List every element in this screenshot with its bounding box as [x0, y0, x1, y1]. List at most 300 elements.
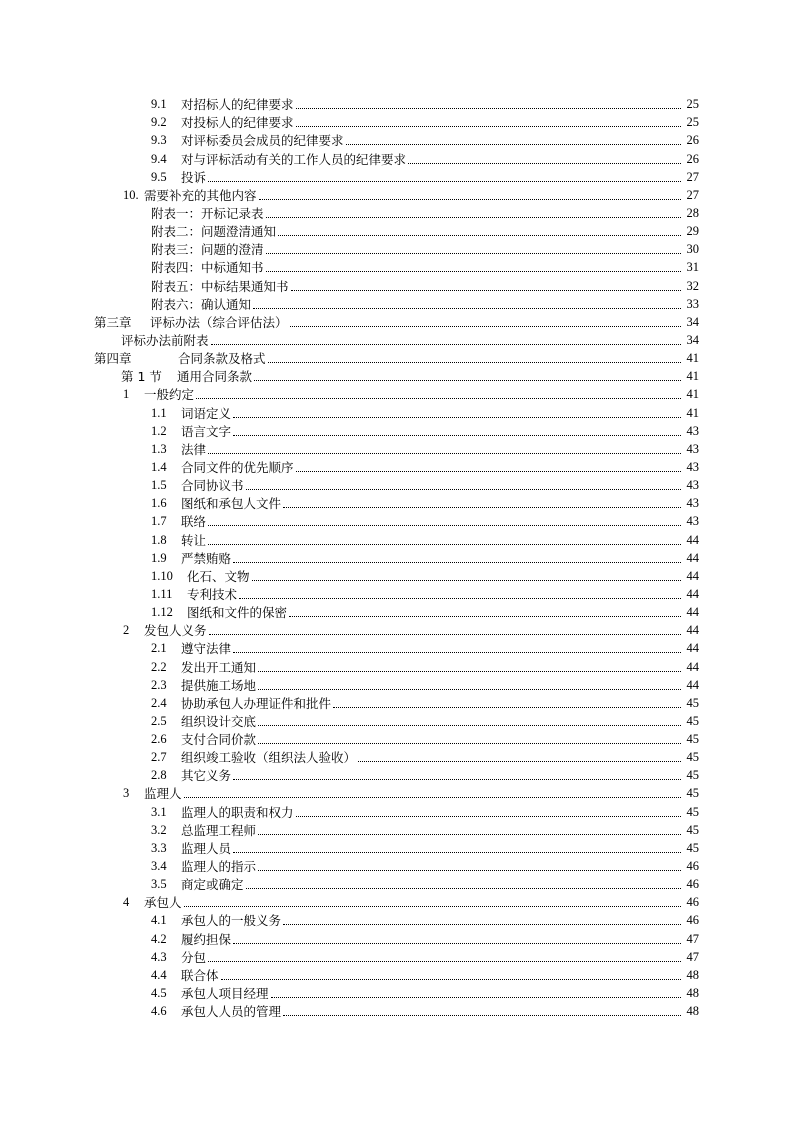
- toc-entry[interactable]: [0, 983, 794, 1001]
- toc-entry-title: 提供施工场地: [181, 677, 257, 693]
- toc-entry-page-number: 43: [686, 441, 699, 456]
- toc-entry[interactable]: [0, 656, 794, 674]
- toc-entry-label: [94, 351, 266, 366]
- toc-entry-number: 9.4: [151, 151, 167, 166]
- toc-entry-page-number: 44: [686, 623, 699, 638]
- toc-entry-number: 2.3: [151, 677, 167, 692]
- toc-entry-title: 承包人项目经理: [181, 986, 269, 1002]
- toc-entry-page-number: 44: [686, 550, 699, 565]
- toc-entry-label: [123, 623, 207, 638]
- toc-entry-page-number: 43: [686, 514, 699, 529]
- dot-leader: [258, 870, 681, 871]
- toc-entry-page-number: 44: [686, 677, 699, 692]
- toc-entry-label: [151, 1004, 281, 1019]
- toc-entry-title: 化石、文物: [187, 568, 250, 584]
- toc-entry-title: 附表一：开标记录表: [151, 205, 264, 221]
- toc-entry-label: [151, 170, 206, 185]
- toc-entry-title: 附表五：中标结果通知书: [151, 278, 289, 294]
- toc-entry-title: 评标办法前附表: [121, 332, 209, 348]
- toc-entry-page-number: 26: [686, 133, 699, 148]
- toc-entry-page-number: 45: [686, 695, 699, 710]
- toc-entry-title: 合同文件的优先顺序: [181, 459, 294, 475]
- toc-entry-label: [151, 968, 219, 983]
- toc-entry-label: [151, 732, 256, 747]
- dot-leader: [271, 997, 681, 998]
- toc-entry-label: [123, 786, 182, 801]
- toc-entry-page-number: 26: [686, 151, 699, 166]
- toc-entry-label: [151, 551, 231, 566]
- toc-entry-title: 附表六：确认通知: [151, 296, 252, 312]
- toc-entry-number: 1.8: [151, 532, 167, 547]
- toc-entry-number: 第三章: [94, 314, 132, 330]
- toc-entry-label: [151, 224, 276, 239]
- toc-entry[interactable]: [0, 148, 794, 166]
- dot-leader: [208, 181, 681, 182]
- toc-entry-title: 投诉: [181, 169, 207, 185]
- toc-entry-page-number: 33: [686, 296, 699, 311]
- toc-entry[interactable]: [0, 203, 794, 221]
- toc-entry-number: 3.4: [151, 859, 167, 874]
- toc-entry-title: 承包人人员的管理: [181, 1004, 282, 1020]
- toc-entry[interactable]: [0, 675, 794, 693]
- toc-entry-title: 遵守法律: [181, 641, 232, 657]
- dot-leader: [252, 580, 681, 581]
- toc-entry[interactable]: [0, 928, 794, 946]
- toc-entry-title: 图纸和文件的保密: [187, 605, 288, 621]
- toc-entry-label: [123, 188, 257, 203]
- toc-entry[interactable]: [0, 638, 794, 656]
- toc-entry-title: 发出开工通知: [181, 659, 257, 675]
- toc-entry-label: [123, 895, 182, 910]
- toc-entry[interactable]: [0, 729, 794, 747]
- toc-entry[interactable]: [0, 801, 794, 819]
- toc-entry[interactable]: [0, 747, 794, 765]
- toc-entry-page-number: 43: [686, 459, 699, 474]
- dot-leader: [233, 779, 681, 780]
- toc-entry-page-number: 44: [686, 568, 699, 583]
- dot-leader: [208, 453, 681, 454]
- toc-entry-title: 联络: [181, 514, 207, 530]
- toc-entry-title: 合同协议书: [181, 478, 244, 494]
- toc-entry-title: 法律: [181, 441, 207, 457]
- toc-entry-page-number: 45: [686, 768, 699, 783]
- dot-leader: [254, 380, 681, 381]
- toc-entry[interactable]: [0, 566, 794, 584]
- toc-entry-label: [151, 913, 281, 928]
- toc-entry-page-number: 28: [686, 205, 699, 220]
- toc-entry-number: 4.5: [151, 986, 167, 1001]
- dot-leader: [208, 961, 681, 962]
- toc-entry-page-number: 45: [686, 732, 699, 747]
- toc-entry-label: [151, 460, 294, 475]
- dot-leader: [246, 888, 681, 889]
- toc-entry-page-number: 44: [686, 586, 699, 601]
- toc-entry-number: 9.5: [151, 169, 167, 184]
- toc-entry-label: [151, 986, 269, 1001]
- dot-leader: [184, 797, 681, 798]
- toc-entry[interactable]: [0, 584, 794, 602]
- dot-leader: [268, 362, 681, 363]
- toc-entry-number: 4.4: [151, 967, 167, 982]
- toc-entry-page-number: 41: [686, 387, 699, 402]
- dot-leader: [184, 906, 681, 907]
- toc-entry-title: 专利技术: [187, 586, 238, 602]
- toc-entry-number: 1.4: [151, 459, 167, 474]
- toc-entry-title: 协助承包人办理证件和批件: [181, 695, 332, 711]
- toc-entry-number: 2.6: [151, 732, 167, 747]
- toc-entry[interactable]: [0, 711, 794, 729]
- toc-entry-title: 对招标人的纪律要求: [181, 97, 294, 113]
- toc-entry[interactable]: [0, 439, 794, 457]
- toc-entry-label: [151, 569, 250, 584]
- toc-entry-label: [151, 805, 294, 820]
- toc-entry-label: [151, 97, 294, 112]
- toc-entry-page-number: 48: [686, 1004, 699, 1019]
- toc-entry-title: 其它义务: [181, 768, 232, 784]
- dot-leader: [258, 689, 681, 690]
- toc-entry-title: 对与评标活动有关的工作人员的纪律要求: [181, 151, 407, 167]
- toc-entry-page-number: 48: [686, 986, 699, 1001]
- toc-entry[interactable]: [0, 402, 794, 420]
- toc-entry-title: 对评标委员会成员的纪律要求: [181, 133, 344, 149]
- toc-entry[interactable]: [0, 783, 794, 801]
- toc-entry[interactable]: [0, 475, 794, 493]
- toc-entry-title: 履约担保: [181, 931, 232, 947]
- toc-entry-page-number: 27: [686, 169, 699, 184]
- toc-entry-page-number: 27: [686, 187, 699, 202]
- toc-entry[interactable]: [0, 130, 794, 148]
- toc-entry-number: 9.2: [151, 115, 167, 130]
- dot-leader: [233, 652, 681, 653]
- toc-entry-number: 3.5: [151, 877, 167, 892]
- toc-entry[interactable]: [0, 620, 794, 638]
- toc-entry-label: [151, 641, 231, 656]
- toc-entry[interactable]: [0, 602, 794, 620]
- toc-entry-title: 分包: [181, 949, 207, 965]
- toc-entry-number: 1.10: [151, 568, 173, 583]
- dot-leader: [333, 707, 681, 708]
- toc-entry-number: 第四章: [94, 351, 132, 367]
- toc-entry[interactable]: [0, 312, 794, 330]
- toc-entry-number: 1.6: [151, 496, 167, 511]
- toc-entry[interactable]: [0, 457, 794, 475]
- toc-entry-page-number: 32: [686, 278, 699, 293]
- toc-entry-label: [94, 315, 288, 330]
- toc-entry[interactable]: [0, 185, 794, 203]
- dot-leader: [258, 743, 681, 744]
- toc-entry-title: 承包人: [144, 895, 182, 911]
- toc-entry-page-number: 25: [686, 97, 699, 112]
- dot-leader: [283, 1015, 681, 1016]
- toc-entry-label: [151, 297, 251, 312]
- toc-entry[interactable]: [0, 239, 794, 257]
- toc-entry-title: 图纸和承包人文件: [181, 496, 282, 512]
- toc-entry[interactable]: [0, 493, 794, 511]
- toc-entry-label: [151, 750, 356, 765]
- dot-leader: [296, 126, 681, 127]
- toc-entry-title: 总监理工程师: [181, 822, 257, 838]
- toc-entry-label: [151, 950, 206, 965]
- toc-entry-page-number: 41: [686, 351, 699, 366]
- toc-entry-label: [151, 605, 287, 620]
- toc-entry-number: 9.1: [151, 97, 167, 112]
- toc-entry[interactable]: [0, 856, 794, 874]
- toc-entry-label: [151, 714, 256, 729]
- dot-leader: [266, 217, 681, 218]
- dot-leader: [259, 199, 681, 200]
- toc-entry-page-number: 41: [686, 405, 699, 420]
- toc-entry-number: 2.4: [151, 695, 167, 710]
- toc-entry-page-number: 43: [686, 496, 699, 511]
- toc-entry-page-number: 45: [686, 750, 699, 765]
- toc-entry[interactable]: [0, 366, 794, 384]
- toc-entry-page-number: 43: [686, 478, 699, 493]
- toc-entry-number: 3.2: [151, 822, 167, 837]
- toc-entry-title: 商定或确定: [181, 877, 244, 893]
- toc-entry[interactable]: [0, 838, 794, 856]
- toc-entry[interactable]: [0, 167, 794, 185]
- toc-entry-label: [151, 696, 331, 711]
- toc-entry-page-number: 34: [686, 314, 699, 329]
- toc-entry-title: 监理人的职责和权力: [181, 804, 294, 820]
- toc-entry-page-number: 46: [686, 913, 699, 928]
- toc-entry-label: [151, 841, 231, 856]
- toc-entry[interactable]: [0, 548, 794, 566]
- toc-entry[interactable]: [0, 1001, 794, 1019]
- toc-entry[interactable]: [0, 892, 794, 910]
- toc-entry-label: [151, 478, 244, 493]
- toc-entry-label: [123, 387, 194, 402]
- toc-entry-title: 转让: [181, 532, 207, 548]
- dot-leader: [239, 598, 681, 599]
- toc-entry-label: [151, 260, 264, 275]
- dot-leader: [253, 308, 681, 309]
- toc-entry-label: [151, 279, 289, 294]
- toc-entry-label: [151, 442, 206, 457]
- toc-entry[interactable]: [0, 257, 794, 275]
- dot-leader: [278, 235, 681, 236]
- toc-entry-title: 通用合同条款: [177, 369, 253, 385]
- toc-entry-number: 10.: [123, 187, 139, 202]
- toc-entry-title: 评标办法（综合评估法）: [150, 314, 288, 330]
- toc-entry-label: [151, 932, 231, 947]
- toc-entry-number: 1.7: [151, 514, 167, 529]
- toc-entry-number: 4.6: [151, 1004, 167, 1019]
- toc-entry-page-number: 46: [686, 859, 699, 874]
- toc-entry-label: [151, 496, 281, 511]
- toc-entry[interactable]: [0, 910, 794, 928]
- toc-entry-page-number: 45: [686, 713, 699, 728]
- toc-entry-page-number: 30: [686, 242, 699, 257]
- dot-leader: [209, 634, 681, 635]
- dot-leader: [233, 562, 681, 563]
- dot-leader: [233, 943, 681, 944]
- dot-leader: [289, 616, 681, 617]
- toc-entry-label: [151, 678, 256, 693]
- toc-entry-number: 2: [123, 623, 130, 638]
- toc-entry-page-number: 44: [686, 659, 699, 674]
- toc-entry[interactable]: [0, 348, 794, 366]
- toc-entry-title: 联合体: [181, 967, 219, 983]
- toc-entry-page-number: 44: [686, 641, 699, 656]
- dot-leader: [408, 163, 681, 164]
- dot-leader: [296, 108, 681, 109]
- toc-entry-label: [151, 877, 244, 892]
- toc-entry[interactable]: [0, 421, 794, 439]
- toc-entry-title: 附表四：中标通知书: [151, 260, 264, 276]
- toc-entry-number: 3.1: [151, 804, 167, 819]
- toc-entry-number: 1.12: [151, 605, 173, 620]
- toc-entry-label: [151, 514, 206, 529]
- toc-entry-number: 4: [123, 895, 130, 910]
- toc-entry-number: 4.2: [151, 931, 167, 946]
- toc-entry-label: [121, 369, 252, 384]
- dot-leader: [283, 924, 681, 925]
- toc-entry-title: 附表二：问题澄清通知: [151, 224, 277, 240]
- toc-entry[interactable]: [0, 94, 794, 112]
- toc-entry-page-number: 29: [686, 224, 699, 239]
- dot-leader: [233, 852, 681, 853]
- dot-leader: [296, 816, 681, 817]
- toc-entry-number: 9.3: [151, 133, 167, 148]
- toc-entry-title: 需要补充的其他内容: [144, 187, 257, 203]
- toc-entry-page-number: 47: [686, 949, 699, 964]
- dot-leader: [258, 671, 681, 672]
- dot-leader: [266, 253, 681, 254]
- toc-entry-number: 1.5: [151, 478, 167, 493]
- toc-entry-label: [151, 206, 264, 221]
- toc-entry[interactable]: [0, 112, 794, 130]
- toc-entry-title: 对投标人的纪律要求: [181, 115, 294, 131]
- toc-entry-title: 合同条款及格式: [178, 351, 266, 367]
- toc-entry-page-number: 45: [686, 840, 699, 855]
- toc-entry-page-number: 46: [686, 895, 699, 910]
- toc-entry-number: 2.2: [151, 659, 167, 674]
- toc-entry-label: [151, 424, 231, 439]
- toc-entry[interactable]: [0, 330, 794, 348]
- toc-entry-label: [151, 152, 406, 167]
- toc-entry[interactable]: [0, 693, 794, 711]
- toc-entry-number: 1.11: [151, 586, 173, 601]
- toc-entry-page-number: 25: [686, 115, 699, 130]
- toc-entry-label: [121, 333, 209, 348]
- toc-entry-title: 附表三：问题的澄清: [151, 242, 264, 258]
- dot-leader: [221, 979, 681, 980]
- toc-entry-label: [151, 768, 231, 783]
- toc-entry-number: 3.3: [151, 840, 167, 855]
- toc-entry[interactable]: [0, 765, 794, 783]
- toc-entry-label: [151, 406, 231, 421]
- toc-entry-number: 3: [123, 786, 130, 801]
- toc-entry-page-number: 45: [686, 804, 699, 819]
- toc-entry-title: 监理人的指示: [181, 859, 257, 875]
- toc-entry-title: 支付合同价款: [181, 732, 257, 748]
- dot-leader: [346, 144, 681, 145]
- toc-entry-label: [151, 242, 264, 257]
- toc-entry-number: 2.1: [151, 641, 167, 656]
- toc-entry-number: 1.3: [151, 441, 167, 456]
- toc-entry-label: [151, 660, 256, 675]
- toc-entry-page-number: 45: [686, 786, 699, 801]
- toc-entry-page-number: 43: [686, 423, 699, 438]
- toc-entry-number: 1.9: [151, 550, 167, 565]
- dot-leader: [233, 435, 681, 436]
- toc-entry-number: 2.7: [151, 750, 167, 765]
- toc-entry[interactable]: [0, 947, 794, 965]
- toc-entry-title: 监理人: [144, 786, 182, 802]
- toc-entry[interactable]: [0, 965, 794, 983]
- toc-entry-title: 一般约定: [144, 387, 195, 403]
- toc-entry-label: [151, 115, 294, 130]
- toc-entry-page-number: 46: [686, 877, 699, 892]
- toc-entry-number: 1.2: [151, 423, 167, 438]
- toc-entry[interactable]: [0, 820, 794, 838]
- toc-entry-title: 监理人员: [181, 840, 232, 856]
- dot-leader: [358, 761, 681, 762]
- toc-entry-number: 2.8: [151, 768, 167, 783]
- toc-entry-number: 2.5: [151, 713, 167, 728]
- toc-entry-page-number: 45: [686, 822, 699, 837]
- toc-entry-number: 1.1: [151, 405, 167, 420]
- toc-entry-page-number: 41: [686, 369, 699, 384]
- dot-leader: [258, 834, 681, 835]
- toc-entry[interactable]: [0, 294, 794, 312]
- dot-leader: [296, 471, 681, 472]
- dot-leader: [208, 544, 681, 545]
- dot-leader: [258, 725, 681, 726]
- toc-entry-page-number: 34: [686, 332, 699, 347]
- toc-entry-title: 语言文字: [181, 423, 232, 439]
- toc-entry-page-number: 44: [686, 532, 699, 547]
- toc-entry-page-number: 47: [686, 931, 699, 946]
- toc-entry-number: 4.1: [151, 913, 167, 928]
- toc-entry-title: 严禁贿赂: [181, 550, 232, 566]
- toc-entry-label: [151, 133, 344, 148]
- dot-leader: [246, 489, 681, 490]
- toc-entry-page-number: 48: [686, 967, 699, 982]
- dot-leader: [233, 417, 681, 418]
- toc-entry-title: 词语定义: [181, 405, 232, 421]
- toc-entry-title: 发包人义务: [144, 623, 207, 639]
- dot-leader: [290, 326, 681, 327]
- toc-entry-title: 组织设计交底: [181, 713, 257, 729]
- toc-entry[interactable]: [0, 384, 794, 402]
- dot-leader: [211, 344, 681, 345]
- toc-entry[interactable]: [0, 529, 794, 547]
- toc-entry-label: [151, 859, 256, 874]
- toc-entry-label: [151, 533, 206, 548]
- toc-entry-label: [151, 587, 237, 602]
- toc-entry-number: 第 1 节: [121, 369, 162, 385]
- dot-leader: [291, 290, 681, 291]
- dot-leader: [266, 271, 681, 272]
- toc-entry-title: 组织竣工验收（组织法人验收）: [181, 750, 357, 766]
- toc-entry[interactable]: [0, 275, 794, 293]
- dot-leader: [196, 398, 681, 399]
- toc-entry-page-number: 44: [686, 605, 699, 620]
- toc-entry[interactable]: [0, 511, 794, 529]
- toc-entry-number: 1: [123, 387, 130, 402]
- toc-entry-title: 承包人的一般义务: [181, 913, 282, 929]
- toc-entry-label: [151, 823, 256, 838]
- dot-leader: [283, 507, 681, 508]
- toc-entry[interactable]: [0, 221, 794, 239]
- toc-entry-page-number: 31: [686, 260, 699, 275]
- toc-entry[interactable]: [0, 874, 794, 892]
- dot-leader: [208, 525, 681, 526]
- table-of-contents: [0, 94, 794, 1019]
- toc-entry-number: 4.3: [151, 949, 167, 964]
